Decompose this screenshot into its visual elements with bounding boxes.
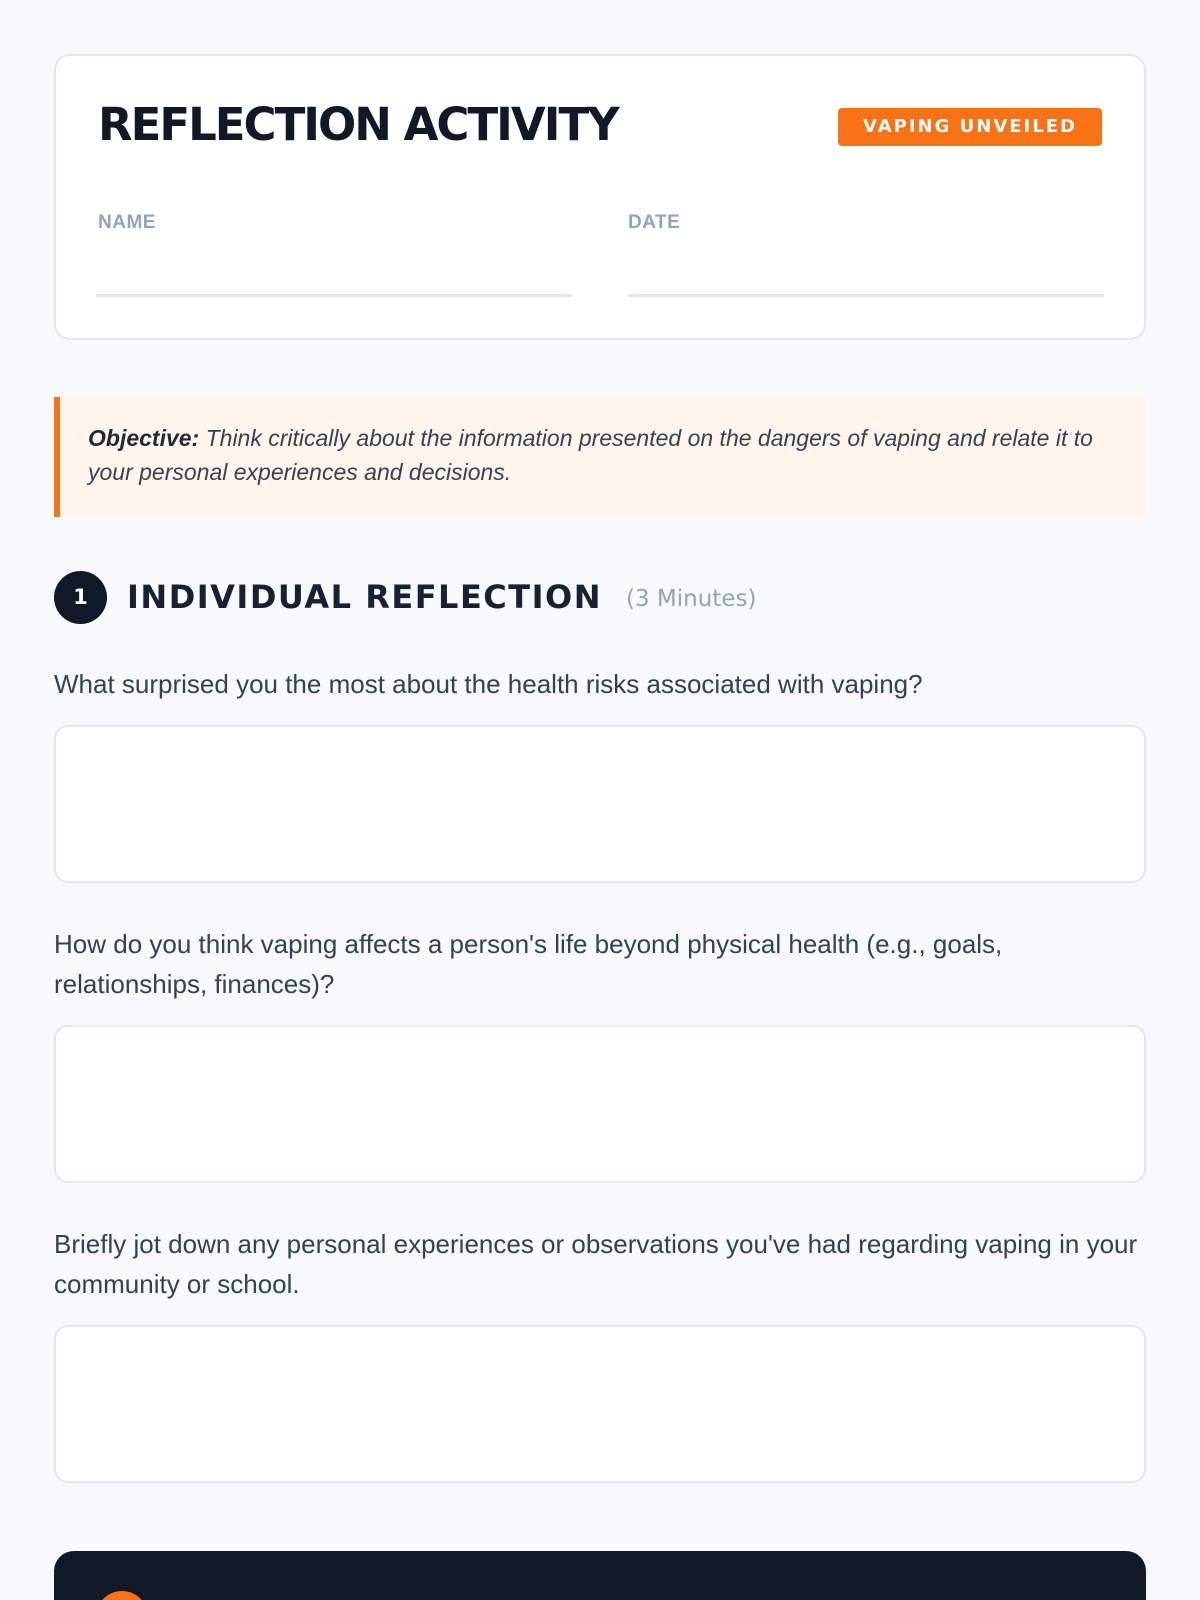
section-number-badge: 1 bbox=[54, 571, 107, 624]
answer-box-1[interactable] bbox=[54, 725, 1146, 883]
objective-text: Think critically about the information presented on the dangers of vaping and relate it to your personal experiences and decisions. bbox=[88, 425, 1093, 485]
name-field[interactable] bbox=[96, 294, 572, 297]
name-label: NAME bbox=[98, 212, 156, 233]
next-section-card bbox=[54, 1551, 1146, 1600]
header-card bbox=[54, 54, 1146, 340]
section-title: INDIVIDUAL REFLECTION bbox=[127, 578, 602, 616]
section-number-badge-2 bbox=[96, 1591, 148, 1600]
answer-box-3[interactable] bbox=[54, 1325, 1146, 1483]
section-duration: (3 Minutes) bbox=[626, 586, 757, 612]
objective-callout bbox=[54, 397, 1146, 517]
objective-label: Objective: bbox=[88, 425, 200, 451]
date-label: DATE bbox=[628, 212, 681, 233]
question-2: How do you think vaping affects a person's life beyond physical health (e.g., goals, relationships, finances)? bbox=[54, 929, 1003, 999]
date-field[interactable] bbox=[628, 294, 1104, 297]
topic-badge: VAPING UNVEILED bbox=[838, 108, 1102, 146]
section-header-individual-reflection bbox=[54, 571, 756, 623]
question-3: Briefly jot down any personal experiences or observations you've had regarding vaping in your community or school. bbox=[54, 1229, 1138, 1299]
page-title: REFLECTION ACTIVITY bbox=[98, 98, 618, 151]
answer-box-2[interactable] bbox=[54, 1025, 1146, 1183]
question-1: What surprised you the most about the health risks associated with vaping? bbox=[54, 669, 923, 699]
